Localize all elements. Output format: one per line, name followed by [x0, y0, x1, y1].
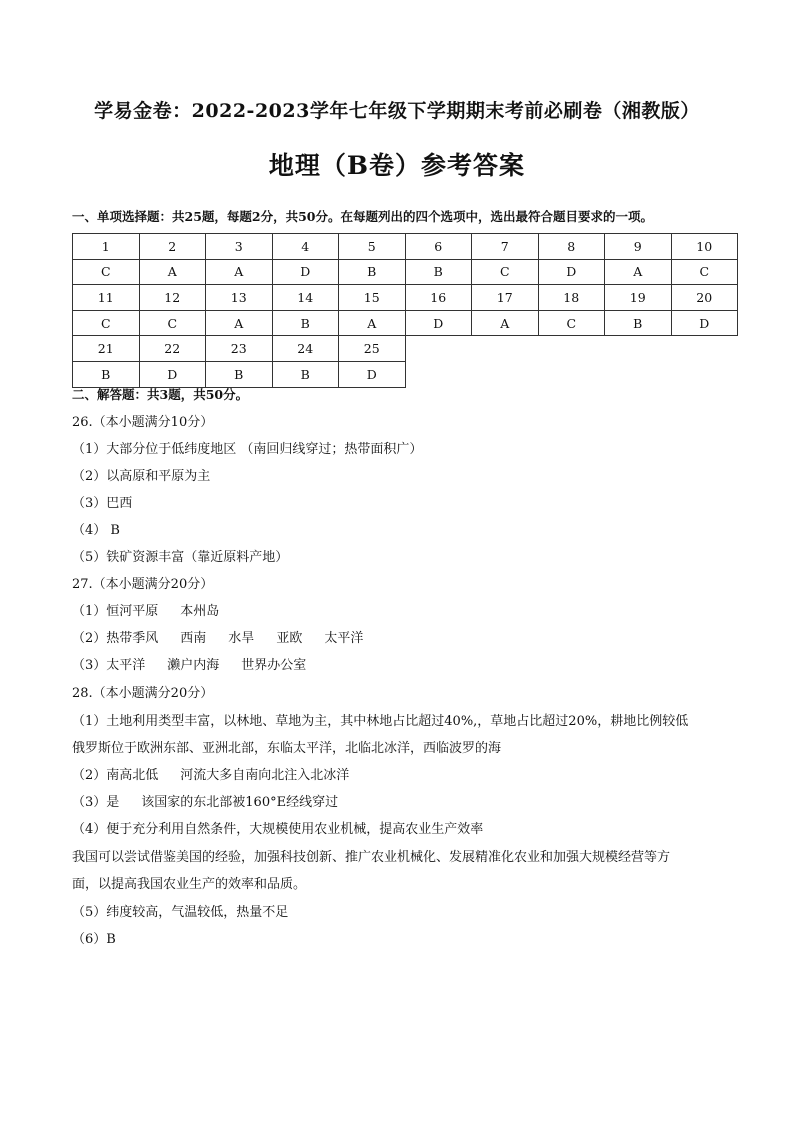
answer-cell: A: [206, 310, 273, 336]
q27-answer-2: [72, 627, 363, 646]
empty-cell: [405, 361, 472, 387]
answer-cell: C: [538, 310, 605, 336]
question-number-cell: 4: [272, 234, 339, 260]
answer-cell: A: [605, 259, 672, 285]
question-number-cell: 18: [538, 285, 605, 311]
q27-answer-1: [72, 600, 219, 619]
q28-answer-2: [72, 764, 349, 783]
q27-a3-part: 濑户内海: [167, 658, 220, 673]
answer-cell: A: [472, 310, 539, 336]
answer-cell: C: [73, 259, 140, 285]
answer-cell: A: [139, 259, 206, 285]
question-number-cell: 21: [73, 336, 140, 362]
empty-cell: [538, 336, 605, 362]
answer-cell: D: [671, 310, 738, 336]
answer-cell: D: [139, 361, 206, 387]
question-number-cell: 6: [405, 234, 472, 260]
q28-answer-3: [72, 791, 338, 810]
q28-answer-4: （4）便于充分利用自然条件，大规模使用农业机械，提高农业生产效率: [72, 822, 484, 837]
empty-cell: [538, 361, 605, 387]
q27-a3-part: 世界办公室: [241, 658, 307, 673]
question-number-cell: 5: [339, 234, 406, 260]
empty-cell: [605, 361, 672, 387]
q27-a2-part: 西南: [180, 631, 207, 646]
question-number-cell: 19: [605, 285, 672, 311]
table-row-question-numbers: [73, 234, 738, 260]
q27-a2-part: 亚欧: [276, 631, 303, 646]
q28-answer-4-line-2: 我国可以尝试借鉴美国的经验，加强科技创新、推广农业机械化、发展精准化农业和加强大规模经营等方: [72, 850, 671, 865]
q27-a2-part: 水旱: [228, 631, 255, 646]
answer-cell: D: [405, 310, 472, 336]
q26-answer-4: （4） B: [72, 523, 120, 538]
answer-cell: B: [605, 310, 672, 336]
question-number-cell: 10: [671, 234, 738, 260]
q27-a1-part: 本州岛: [180, 604, 220, 619]
table-row-answers: [73, 361, 738, 387]
question-number-cell: 12: [139, 285, 206, 311]
question-number-cell: 17: [472, 285, 539, 311]
question-number-cell: 2: [139, 234, 206, 260]
answer-cell: C: [671, 259, 738, 285]
q28-answer-1-line-1: （1）土地利用类型丰富，以林地、草地为主，其中林地占比超过40%,，草地占比超过20%，耕地比例较低: [72, 714, 689, 729]
question-number-cell: 24: [272, 336, 339, 362]
q26-answer-3: （3）巴西: [72, 496, 133, 511]
q27-a2-part: 太平洋: [324, 631, 364, 646]
question-number-cell: 22: [139, 336, 206, 362]
question-number-cell: 11: [73, 285, 140, 311]
q26-title: 26.（本小题满分10分）: [72, 415, 214, 430]
question-number-cell: 20: [671, 285, 738, 311]
q28-a3-part: （3）是: [72, 795, 120, 810]
q28-answer-1-line-2: 俄罗斯位于欧洲东部、亚洲北部，东临太平洋，北临北冰洋，西临波罗的海: [72, 741, 502, 756]
empty-cell: [671, 336, 738, 362]
q26-answer-1: （1）大部分位于低纬度地区 （南回归线穿过；热带面积广）: [72, 442, 423, 457]
q27-a2-part: （2）热带季风: [72, 631, 159, 646]
table-row-question-numbers: [73, 285, 738, 311]
empty-cell: [671, 361, 738, 387]
empty-cell: [405, 336, 472, 362]
q27-title: 27.（本小题满分20分）: [72, 577, 214, 592]
answer-cell: B: [73, 361, 140, 387]
q27-a3-part: （3）太平洋: [72, 658, 146, 673]
question-number-cell: 25: [339, 336, 406, 362]
q27-a1-part: （1）恒河平原: [72, 604, 159, 619]
page-title: 地理（B卷）参考答案: [268, 151, 526, 180]
question-number-cell: 8: [538, 234, 605, 260]
q28-a2-part: 河流大多自南向北注入北冰洋: [180, 768, 350, 783]
answer-cell: B: [272, 361, 339, 387]
answer-cell: D: [272, 259, 339, 285]
answer-table: [72, 233, 738, 388]
q28-answer-5: （5）纬度较高，气温较低，热量不足: [72, 905, 289, 920]
section1-heading: 一、单项选择题：共25题，每题2分，共50分。在每题列出的四个选项中，选出最符合题目要求的一项。: [72, 209, 653, 224]
question-number-cell: 1: [73, 234, 140, 260]
question-number-cell: 7: [472, 234, 539, 260]
answer-cell: A: [339, 310, 406, 336]
answer-cell: C: [73, 310, 140, 336]
q27-answer-3: [72, 654, 306, 673]
table-row-answers: [73, 310, 738, 336]
answer-cell: B: [405, 259, 472, 285]
q28-a2-part: （2）南高北低: [72, 768, 159, 783]
question-number-cell: 15: [339, 285, 406, 311]
question-number-cell: 16: [405, 285, 472, 311]
empty-cell: [472, 361, 539, 387]
empty-cell: [472, 336, 539, 362]
exam-title: 学易金卷：2022-2023学年七年级下学期期末考前必刷卷（湘教版）: [94, 100, 700, 122]
answer-cell: B: [339, 259, 406, 285]
table-row-answers: [73, 259, 738, 285]
question-number-cell: 9: [605, 234, 672, 260]
answer-cell: D: [538, 259, 605, 285]
table-row-question-numbers: [73, 336, 738, 362]
q26-answer-5: （5）铁矿资源丰富（靠近原料产地）: [72, 550, 289, 565]
q28-answer-6: （6）B: [72, 932, 116, 947]
question-number-cell: 14: [272, 285, 339, 311]
answer-cell: B: [272, 310, 339, 336]
answer-cell: D: [339, 361, 406, 387]
question-number-cell: 13: [206, 285, 273, 311]
q26-answer-2: （2）以高原和平原为主: [72, 469, 211, 484]
q28-title: 28.（本小题满分20分）: [72, 686, 214, 701]
section2-heading: 二、解答题：共3题，共50分。: [72, 387, 249, 402]
q28-a3-part: 该国家的东北部被160°E经线穿过: [141, 795, 339, 810]
answer-cell: B: [206, 361, 273, 387]
answer-cell: A: [206, 259, 273, 285]
q28-answer-4-line-3: 面，以提高我国农业生产的效率和品质。: [72, 877, 307, 892]
question-number-cell: 23: [206, 336, 273, 362]
question-number-cell: 3: [206, 234, 273, 260]
answer-cell: C: [139, 310, 206, 336]
empty-cell: [605, 336, 672, 362]
answer-cell: C: [472, 259, 539, 285]
